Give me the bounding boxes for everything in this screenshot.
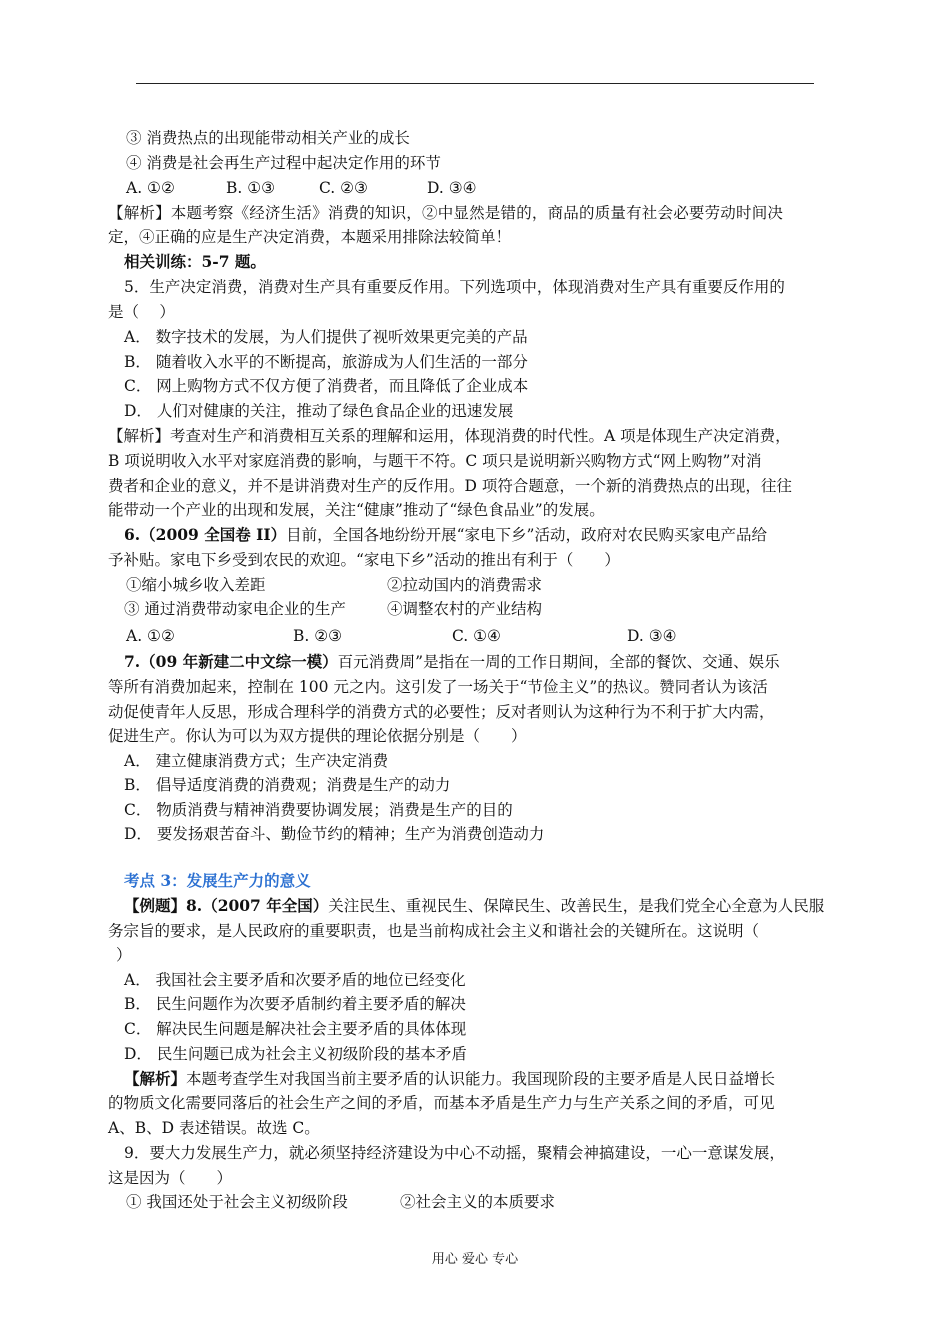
statement-2: ②拉动国内的消费需求: [387, 576, 543, 594]
answer-option: A. ①②: [126, 179, 175, 197]
question-8-cont: 务宗旨的要求，是人民政府的重要职责，也是当前构成社会主义和谐社会的关键所在。这说明（: [108, 922, 760, 940]
statement-1: ①缩小城乡收入差距: [126, 576, 266, 594]
question-text: 关注民生、重视民生、保障民生、改善民生，是我们党全心全意为人民服: [328, 897, 825, 915]
related-training-heading: 相关训练：5-7 题。: [124, 252, 266, 271]
choice-b: B． 民生问题作为次要矛盾制约着主要矛盾的解决: [124, 995, 466, 1013]
choice-d: D． 要发扬艰苦奋斗、勤俭节约的精神；生产为消费创造动力: [124, 825, 545, 843]
choice-d: D． 民生问题已成为社会主义初级阶段的基本矛盾: [124, 1045, 467, 1063]
page-footer: 用心 爱心 专心: [431, 1252, 519, 1267]
question-7-cont: 等所有消费加起来，控制在 100 元之内。这引发了一场关于“节俭主义”的热议。赞同者认为该活: [108, 678, 768, 696]
explanation-line: 【解析】考查对生产和消费相互关系的理解和运用，体现消费的时代性。A 项是体现生产决定消费，: [108, 427, 791, 445]
question-number: 7.（09 年新建二中文综一模）: [124, 652, 338, 671]
statement-2: ②社会主义的本质要求: [400, 1193, 556, 1211]
question-number: 6.（2009 全国卷 II）: [124, 525, 287, 544]
question-8-cont: ）: [116, 946, 132, 964]
choice-d: D． 人们对健康的关注，推动了绿色食品企业的迅速发展: [124, 402, 514, 420]
choice-b: B． 随着收入水平的不断提高，旅游成为人们生活的一部分: [124, 353, 528, 371]
answer-option: C. ②③: [319, 179, 368, 197]
explanation-line: 费者和企业的意义，并不是讲消费对生产的反作用。D 项符合题意，一个新的消费热点的出现，往往: [108, 477, 792, 495]
option-3: ③ 消费热点的出现能带动相关产业的成长: [126, 129, 410, 147]
question-9: 9．要大力发展生产力，就必须坚持经济建设为中心不动摇，聚精会神搞建设，一心一意谋发展，: [124, 1144, 785, 1162]
choice-b: B． 倡导适度消费的消费观；消费是生产的动力: [124, 776, 451, 794]
choice-c: C． 物质消费与精神消费要协调发展；消费是生产的目的: [124, 801, 513, 819]
section-heading: 考点 3：发展生产力的意义: [124, 871, 311, 890]
explanation-line: 能带动一个产业的出现和发展，关注“健康”推动了“绿色食品业”的发展。: [108, 501, 605, 519]
explanation-line: [124, 1067, 775, 1091]
question-5: 5．生产决定消费，消费对生产具有重要反作用。下列选项中，体现消费对生产具有重要反作用的: [124, 278, 785, 296]
explanation-line: B 项说明收入水平对家庭消费的影响，与题干不符。C 项只是说明新兴购物方式“网上购物”对消: [108, 452, 762, 470]
question-6: [124, 523, 767, 547]
explanation-line: 【解析】本题考察《经济生活》消费的知识，②中显然是错的，商品的质量有社会必要劳动时间决: [108, 204, 784, 222]
choice-a: A． 建立健康消费方式；生产决定消费: [124, 752, 389, 770]
answer-option: D. ③④: [627, 627, 677, 645]
question-7-cont: 促进生产。你认为可以为双方提供的理论依据分别是（ ）: [108, 727, 527, 745]
explanation-line: 的物质文化需要同落后的社会生产之间的矛盾，而基本矛盾是生产力与生产关系之间的矛盾，可见: [108, 1094, 775, 1112]
header-rule: [136, 83, 814, 84]
choice-c: C． 网上购物方式不仅方便了消费者，而且降低了企业成本: [124, 377, 529, 395]
answer-option: B. ①③: [226, 179, 276, 197]
question-6-cont: 予补贴。家电下乡受到农民的欢迎。“家电下乡”活动的推出有利于（ ）: [108, 551, 620, 569]
question-9-cont: 这是因为（ ）: [108, 1169, 233, 1187]
question-8: [124, 894, 824, 918]
question-5-cont: 是（ ）: [108, 303, 175, 321]
question-text: 百元消费周”是指在一周的工作日期间，全部的餐饮、交通、娱乐: [337, 653, 780, 671]
choice-c: C． 解决民生问题是解决社会主要矛盾的具体体现: [124, 1020, 467, 1038]
question-text: 目前，全国各地纷纷开展“家电下乡”活动，政府对农民购买家电产品给: [286, 526, 767, 544]
answer-option: B. ②③: [293, 627, 343, 645]
statement-4: ④调整农村的产业结构: [387, 600, 543, 618]
explanation-tag: 【解析】: [124, 1069, 187, 1088]
example-tag: 【例题】: [124, 896, 187, 915]
statement-1: ① 我国还处于社会主义初级阶段: [126, 1193, 348, 1211]
question-7: [124, 650, 780, 674]
explanation-line: A、B、D 表述错误。故选 C。: [108, 1119, 320, 1137]
option-4: ④ 消费是社会再生产过程中起决定作用的环节: [126, 154, 441, 172]
question-7-cont: 动促使青年人反思，形成合理科学的消费方式的必要性；反对者则认为这种行为不利于扩大内需，: [108, 703, 775, 721]
explanation-line: 定，④正确的应是生产决定消费，本题采用排除法较简单！: [108, 228, 512, 246]
statement-3: ③ 通过消费带动家电企业的生产: [124, 600, 346, 618]
answer-option: A. ①②: [126, 627, 175, 645]
answer-option: C. ①④: [452, 627, 501, 645]
answer-option: D. ③④: [427, 179, 477, 197]
explanation-text: 本题考查学生对我国当前主要矛盾的认识能力。我国现阶段的主要矛盾是人民日益增长: [186, 1070, 776, 1088]
choice-a: A． 数字技术的发展，为人们提供了视听效果更完美的产品: [124, 328, 528, 346]
question-number: 8.（2007 年全国）: [186, 896, 329, 915]
choice-a: A． 我国社会主要矛盾和次要矛盾的地位已经变化: [124, 971, 466, 989]
